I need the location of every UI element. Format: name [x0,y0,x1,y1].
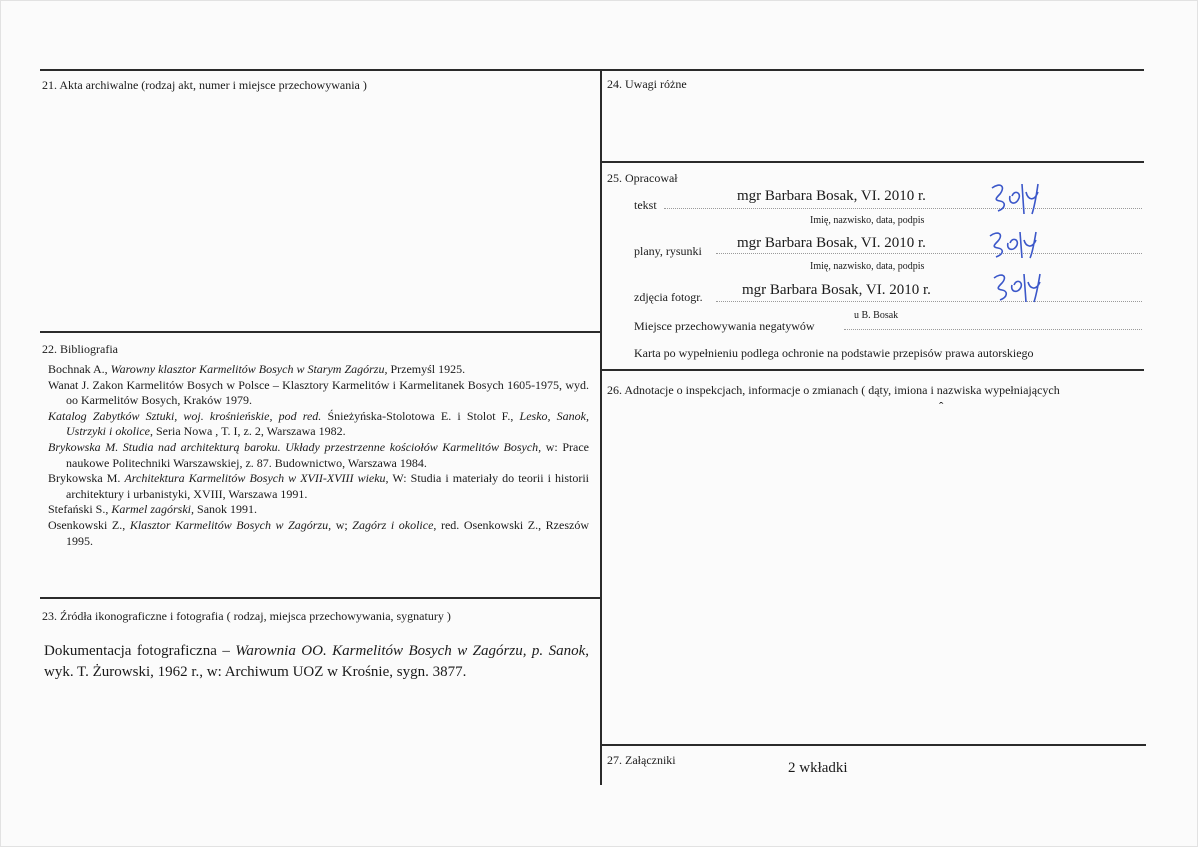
attachments-value: 2 wkładki [788,760,848,776]
signature-2 [984,228,1040,260]
bibliography-entry: Bochnak A., Warowny klasztor Karmelitów Bosych w Starym Zagórzu, Przemyśl 1925. [48,362,466,376]
plany-line [716,253,1142,254]
section-27-title: 27. Załączniki [607,753,676,767]
rule-s25-top [602,161,1144,163]
bibliography-entry: Stefański S., Karmel zagórski, Sanok 1991. [48,502,258,517]
bibliography-list [48,362,589,549]
bibliography-entry: Brykowska M. Studia nad architekturą baroku. Układy przestrzenne kościołów Karmelitów Bosych, w: Prace naukowe Politechniki Warszawskiej, z. 87. Budownictwo, Warszawa 1984. [48,439,589,470]
section-21-title: 21. Akta archiwalne (rodzaj akt, numer i miejsce przechowywania ) [42,78,367,92]
copyright-notice: Karta po wypełnieniu podlega ochronie na podstawie przepisów prawa autorskiego [634,346,1034,360]
caption-1: Imię, nazwisko, data, podpis [810,215,925,226]
negatywy-line [844,329,1142,330]
signature-3 [988,270,1044,304]
bibliography-entry: Osenkowski Z., Klasztor Karmelitów Bosych w Zagórzu, w; Zagórz i okolice, red. Osenkowski Z., Rzeszów 1995. [48,517,589,548]
section-22-title: 22. Bibliografia [42,342,118,356]
plany-label: plany, rysunki [634,244,702,258]
signature-1 [986,180,1044,216]
zdjecia-label: zdjęcia fotogr. [634,290,703,304]
iconography-text: Dokumentacja fotograficzna – Warownia OO. Karmelitów Bosych w Zagórzu, p. Sanok, wyk. T. Żurowski, 1962 r., w: Archiwum UOZ w Krośnie, sygn. 3877. [44,643,590,680]
section-26-title: 26. Adnotacje o inspekcjach, informacje o zmianach ( dąty, imiona i nazwiska wypełniających [607,383,1060,397]
tekst-label: tekst [634,198,657,212]
top-rule [40,69,1144,71]
rule-s23-top [40,597,602,599]
tekst-value: mgr Barbara Bosak, VI. 2010 r. [737,188,926,204]
zdjecia-value: mgr Barbara Bosak, VI. 2010 r. [742,282,931,298]
zdjecia-line [716,301,1142,302]
bibliography-entry: Katalog Zabytków Sztuki, woj. krośnieńskie, pod red. Śnieżyńska-Stolotowa E. i Stolot F., Lesko, Sanok, Ustrzyki i okolice, Seria Nowa , T. I, z. 2, Warszawa 1982. [48,408,589,439]
negatywy-value: u B. Bosak [854,310,899,321]
section-23-title: 23. Źródła ikonograficzne i fotografia ( rodzaj, miejsca przechowywania, sygnatury ) [42,609,451,623]
rule-s22-top [40,331,602,333]
plany-value: mgr Barbara Bosak, VI. 2010 r. [737,235,926,251]
negatywy-label: Miejsce przechowywania negatywów [634,319,815,333]
rule-s27-top [602,744,1146,746]
rule-s26-top [602,369,1144,371]
tekst-line [664,208,1142,209]
caret-up-icon: ˆ [939,399,944,414]
bibliography-entry: Brykowska M. Architektura Karmelitów Bosych w XVII-XVIII wieku, W: Studia i materiały do teorii i historii architektury i urbanistyki, XVIII, Warszawa 1991. [48,471,589,501]
bibliography-entry: Wanat J. Zakon Karmelitów Bosych w Polsce – Klasztory Karmelitów i Karmelitanek Bosych 1605-1975, wyd. oo Karmelitów Bosych, Kraków 1979. [48,377,589,408]
caption-2: Imię, nazwisko, data, podpis [810,261,925,272]
center-vertical-rule [600,69,602,785]
section-24-title: 24. Uwagi różne [607,77,687,91]
section-25-title: 25. Opracował [607,171,678,185]
